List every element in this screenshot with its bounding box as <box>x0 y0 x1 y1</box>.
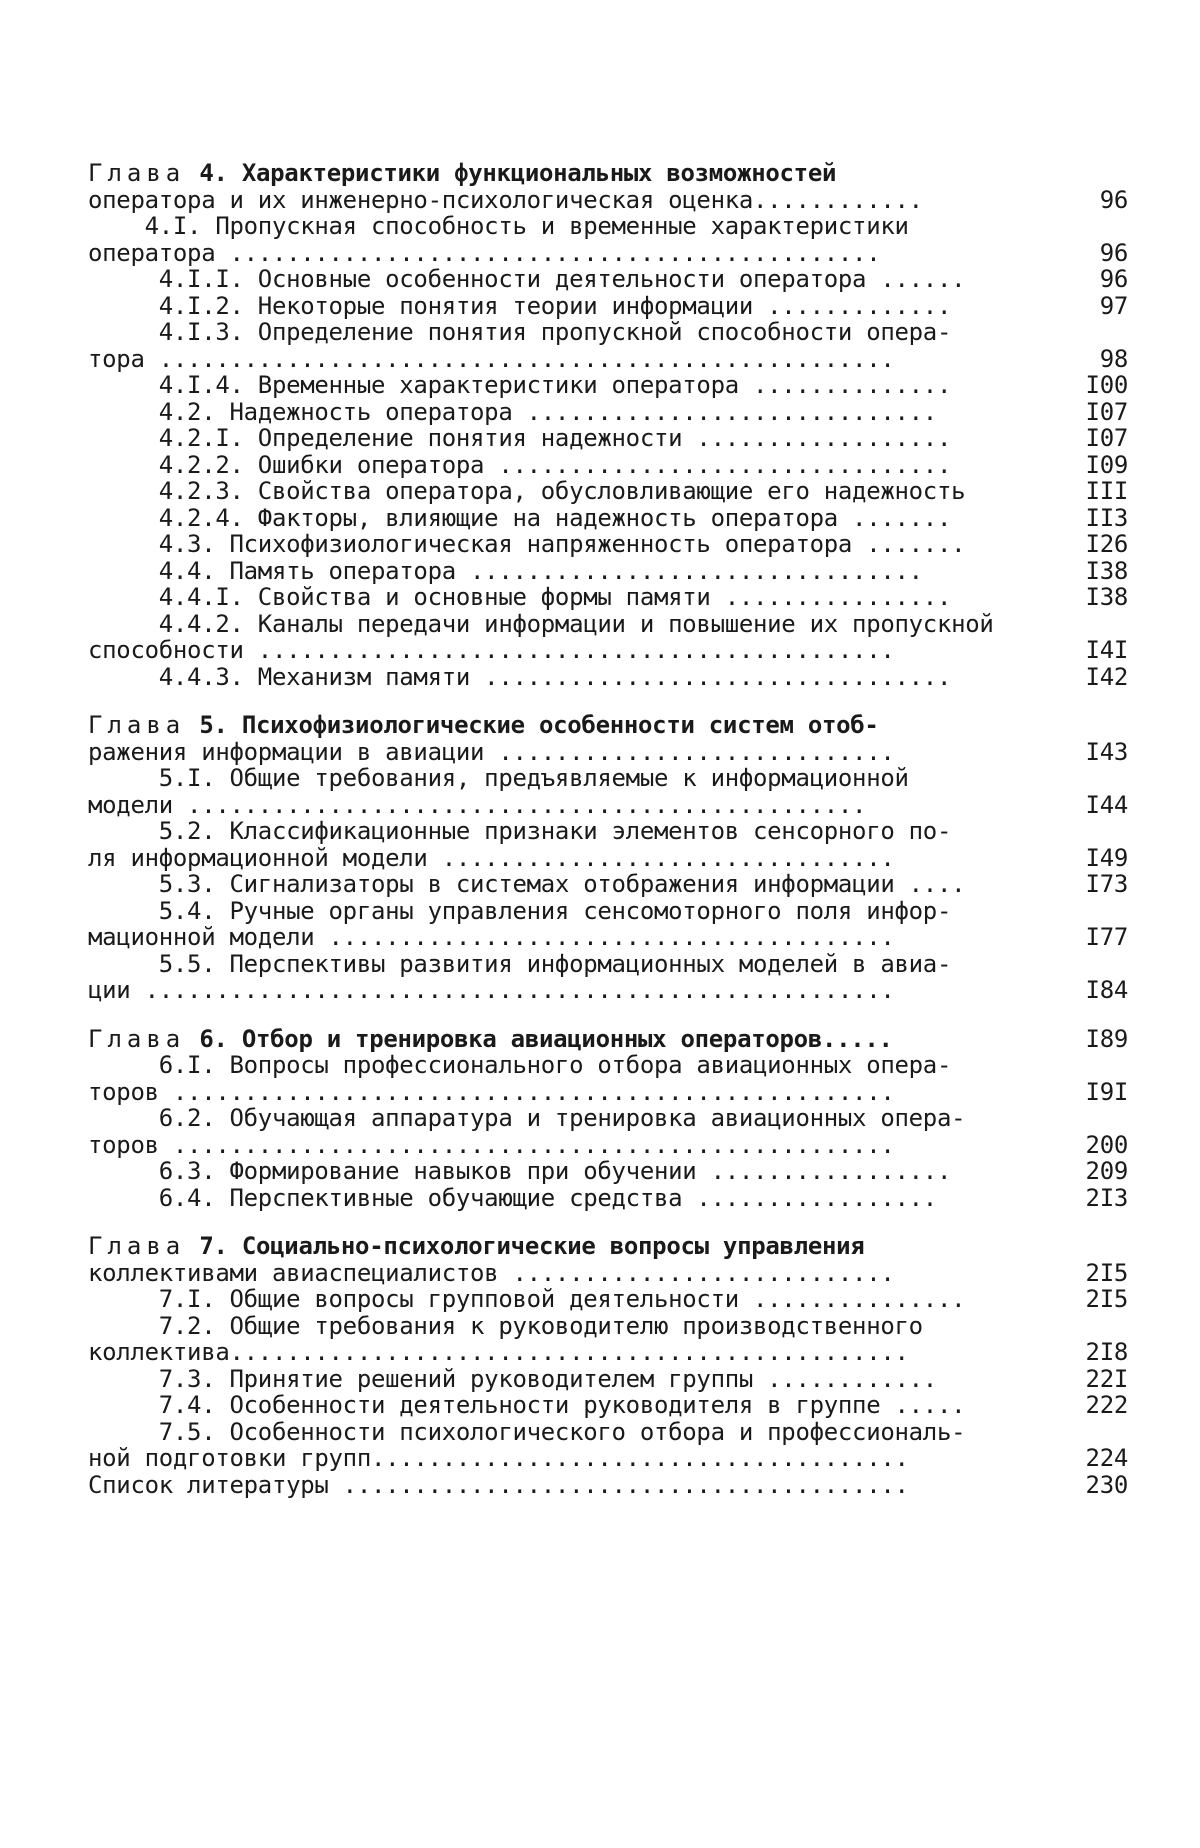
page-number: 96 <box>1099 265 1128 293</box>
chapter-section <box>88 1026 1128 1212</box>
entry-line: ции ..................................................... <box>88 976 895 1004</box>
toc-entry <box>88 399 1128 426</box>
entry-line: 4.I.3. Определение понятия пропускной способности опера- <box>88 319 952 346</box>
entry-line: 4.4.2. Каналы передачи информации и повышение их пропускной <box>88 610 994 638</box>
page-number: I89 <box>1085 1024 1128 1053</box>
entry-title <box>88 898 1048 951</box>
entry-title <box>88 1185 1048 1212</box>
entry-title <box>88 160 1048 213</box>
page-number: III <box>1085 477 1128 505</box>
entry-line: 7.I. Общие вопросы групповой деятельности ............... <box>88 1286 966 1313</box>
toc-entry <box>88 1472 1128 1499</box>
entry-line: торов ................................................... <box>88 1130 895 1158</box>
entry-line: тора .................................................... <box>88 344 895 372</box>
toc-entry <box>88 372 1128 399</box>
entry-line: 6.4. Перспективные обучающие средства ................. <box>88 1184 937 1211</box>
page-number: I43 <box>1085 737 1128 766</box>
entry-line: оператора .............................................. <box>88 238 881 266</box>
entry-line: 5.4. Ручные органы управления сенсомоторного поля инфор- <box>88 897 952 925</box>
entry-line: 4.I. Пропускная способность и временные характеристики <box>88 213 909 240</box>
entry-title <box>88 1286 1048 1313</box>
toc-entry <box>88 871 1128 898</box>
chapter-word: Глава <box>88 160 186 187</box>
entry-line: 6.I. Вопросы профессионального отбора авиационных опера- <box>88 1052 952 1079</box>
entry-line: способности ............................................. <box>88 636 895 664</box>
entry-line: 5.2. Классификационные признаки элементов сенсорного по- <box>88 818 952 845</box>
entry-title <box>88 1158 1048 1185</box>
chapter-title: 4. Характеристики функциональных возможностей <box>185 160 837 187</box>
toc-entry <box>88 293 1128 320</box>
entry-title <box>88 1105 1048 1158</box>
chapter-heading <box>88 1026 1128 1053</box>
toc-entry <box>88 664 1128 691</box>
entry-title <box>88 584 1048 611</box>
page-number: I73 <box>1085 870 1128 898</box>
chapter-section <box>88 160 1128 690</box>
entry-line: 4.2.2. Ошибки оператора ................................ <box>88 451 952 478</box>
toc-entry <box>88 1105 1128 1158</box>
page-number: I26 <box>1085 530 1128 558</box>
page-number: I42 <box>1085 662 1128 691</box>
page-number: I38 <box>1085 583 1128 611</box>
entry-line: 4.4.I. Свойства и основные формы памяти ................ <box>88 584 952 611</box>
entry-line: модели ................................................ <box>88 790 867 818</box>
entry-title <box>88 611 1048 664</box>
chapter-title-line <box>88 160 1048 187</box>
page-number: 2I8 <box>1085 1338 1128 1366</box>
entry-line: 5.5. Перспективы развития информационных моделей в авиа- <box>88 950 952 978</box>
chapter-word: Глава <box>88 1025 186 1052</box>
entry-title <box>88 213 1048 266</box>
page-number: I07 <box>1085 397 1128 426</box>
entry-line: 4.I.2. Некоторые понятия теории информации ............. <box>88 292 952 319</box>
entry-line: 5.I. Общие требования, предъявляемые к информационной <box>88 765 909 792</box>
toc-entry <box>88 1185 1128 1212</box>
toc-entry <box>88 611 1128 664</box>
page-number: I00 <box>1085 371 1128 399</box>
page-number: I77 <box>1085 923 1128 951</box>
page-number: 2I5 <box>1085 1258 1128 1287</box>
page-number: I4I <box>1085 636 1128 664</box>
entry-line: оператора и их инженерно-психологическая оценка............ <box>88 185 923 213</box>
toc-entry <box>88 505 1128 532</box>
page-number: 2I3 <box>1085 1183 1128 1212</box>
page-number: I38 <box>1085 556 1128 585</box>
chapter-heading <box>88 712 1128 765</box>
chapter-title: 7. Социально-психологические вопросы управления <box>185 1233 865 1260</box>
entry-title <box>88 818 1048 871</box>
entry-title <box>88 478 1048 505</box>
chapter-word: Глава <box>88 712 186 739</box>
page-number: II3 <box>1085 503 1128 532</box>
page-number: 200 <box>1085 1130 1128 1159</box>
entry-title <box>88 1026 1048 1053</box>
chapter-word: Глава <box>88 1233 186 1260</box>
entry-title <box>88 266 1048 293</box>
page-number: 98 <box>1099 344 1128 373</box>
entry-line: ной подготовки групп...................................... <box>88 1444 909 1472</box>
page-number: I84 <box>1085 976 1128 1004</box>
entry-title <box>88 871 1048 898</box>
chapter-title-line <box>88 1233 1048 1260</box>
table-of-contents <box>88 160 1128 1520</box>
page-number: I07 <box>1085 424 1128 452</box>
entry-title <box>88 319 1048 372</box>
page-number: I9I <box>1085 1077 1128 1106</box>
page-number: 96 <box>1099 185 1128 214</box>
entry-title <box>88 664 1048 691</box>
entry-title <box>88 1313 1048 1366</box>
toc-entry <box>88 1286 1128 1313</box>
toc-entry <box>88 452 1128 479</box>
chapter-title: 5. Психофизиологические особенности систем отоб- <box>185 712 879 739</box>
entry-line: 7.3. Принятие решений руководителем группы ............ <box>88 1365 937 1392</box>
toc-entry <box>88 898 1128 951</box>
entry-title <box>88 951 1048 1004</box>
entry-title <box>88 505 1048 532</box>
entry-title <box>88 1419 1048 1472</box>
chapter-heading <box>88 1233 1128 1286</box>
entry-title <box>88 1052 1048 1105</box>
toc-entry <box>88 951 1128 1004</box>
entry-title <box>88 1392 1048 1419</box>
entry-line: 7.2. Общие требования к руководителю производственного <box>88 1312 923 1340</box>
entry-title <box>88 372 1048 399</box>
page-number: 222 <box>1085 1391 1128 1419</box>
chapter-title-line <box>88 1026 1048 1053</box>
page-number: 209 <box>1085 1157 1128 1185</box>
entry-line: 4.4.3. Механизм памяти ................................. <box>88 663 952 690</box>
entry-line: мационной модели ........................................ <box>88 923 895 951</box>
entry-line: 4.I.4. Временные характеристики оператора .............. <box>88 372 952 399</box>
entry-line: ля информационной модели ................................ <box>88 843 895 871</box>
entry-line: 4.2.3. Свойства оператора, обусловливающие его надежность <box>88 478 966 505</box>
chapter-heading <box>88 160 1128 213</box>
toc-entry <box>88 531 1128 558</box>
page-number: 230 <box>1085 1470 1128 1499</box>
toc-entry <box>88 319 1128 372</box>
toc-entry <box>88 1313 1128 1366</box>
toc-entry <box>88 1366 1128 1393</box>
entry-title <box>88 1366 1048 1393</box>
entry-title <box>88 293 1048 320</box>
chapter-title: 6. Отбор и тренировка авиационных операторов..... <box>185 1025 893 1052</box>
toc-entry <box>88 1052 1128 1105</box>
entry-title <box>88 399 1048 426</box>
entry-line: 4.2.4. Факторы, влияющие на надежность оператора ....... <box>88 504 952 531</box>
entry-line: Список литературы ........................................ <box>88 1471 909 1498</box>
entry-title <box>88 452 1048 479</box>
page-number: 22I <box>1085 1364 1128 1393</box>
chapter-section <box>88 1233 1128 1498</box>
entry-line: 4.2. Надежность оператора ............................. <box>88 398 937 425</box>
toc-entry <box>88 558 1128 585</box>
entry-line: 7.5. Особенности психологического отбора и профессиональ- <box>88 1418 966 1446</box>
toc-entry <box>88 425 1128 452</box>
entry-line: коллективами авиаспециалистов ........................... <box>88 1258 895 1286</box>
entry-line: 4.2.I. Определение понятия надежности .................. <box>88 425 952 452</box>
page-number: 96 <box>1099 238 1128 267</box>
page-number: 97 <box>1099 291 1128 320</box>
toc-entry <box>88 818 1128 871</box>
entry-line: 4.3. Психофизиологическая напряженность оператора ....... <box>88 531 966 558</box>
entry-line: 4.4. Память оператора ................................ <box>88 557 923 584</box>
toc-entry <box>88 266 1128 293</box>
page-number: I49 <box>1085 843 1128 872</box>
page-number: 224 <box>1085 1444 1128 1472</box>
page-number: I09 <box>1085 450 1128 479</box>
entry-title <box>88 765 1048 818</box>
entry-title <box>88 1472 1048 1499</box>
entry-title <box>88 425 1048 452</box>
chapter-title-line <box>88 712 1048 739</box>
page-number: I44 <box>1085 790 1128 819</box>
entry-line: 4.I.I. Основные особенности деятельности оператора ...... <box>88 266 966 293</box>
entry-line: торов ................................................... <box>88 1077 895 1105</box>
page-number: 2I5 <box>1085 1285 1128 1313</box>
entry-line: 6.3. Формирование навыков при обучении ................. <box>88 1158 952 1185</box>
entry-line: 6.2. Обучающая аппаратура и тренировка авиационных опера- <box>88 1105 966 1132</box>
entry-line: 7.4. Особенности деятельности руководителя в группе ..... <box>88 1392 966 1419</box>
toc-entry <box>88 213 1128 266</box>
entry-title <box>88 1233 1048 1286</box>
entry-line: 5.3. Сигнализаторы в системах отображения информации .... <box>88 871 966 898</box>
entry-title <box>88 531 1048 558</box>
toc-entry <box>88 584 1128 611</box>
entry-line: коллектива................................................ <box>88 1338 909 1366</box>
toc-entry <box>88 1419 1128 1472</box>
toc-entry <box>88 1392 1128 1419</box>
toc-entry <box>88 765 1128 818</box>
entry-line: ражения информации в авиации ............................ <box>88 737 895 765</box>
entry-title <box>88 712 1048 765</box>
toc-entry <box>88 478 1128 505</box>
toc-entry <box>88 1158 1128 1185</box>
entry-title <box>88 558 1048 585</box>
chapter-section <box>88 712 1128 1004</box>
